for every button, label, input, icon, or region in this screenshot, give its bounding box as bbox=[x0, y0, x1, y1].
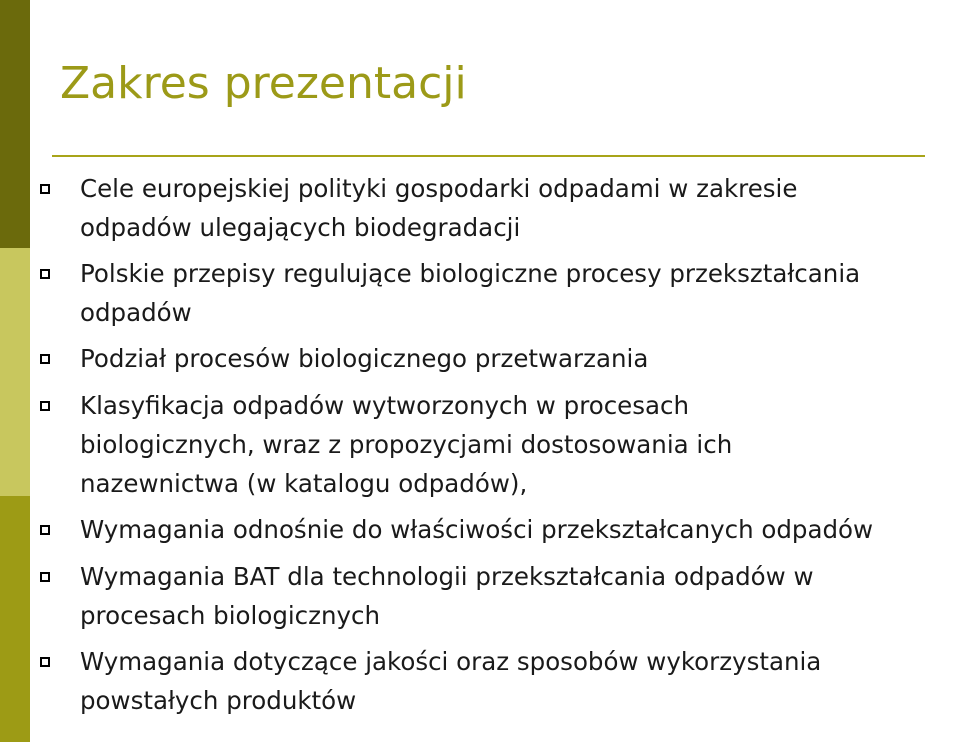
bullet-text-line: procesach biologicznych bbox=[80, 601, 381, 630]
slide-title: Zakres prezentacji bbox=[60, 58, 467, 109]
title-underline bbox=[52, 155, 925, 157]
side-bar-light-segment bbox=[0, 248, 30, 496]
bullet-text-line: nazewnictwa (w katalogu odpadów), bbox=[80, 469, 528, 498]
bullet-text-line: Polskie przepisy regulujące biologiczne procesy przekształcania bbox=[80, 259, 861, 288]
bullet-text-line: Klasyfikacja odpadów wytworzonych w procesach bbox=[80, 391, 690, 420]
hollow-square-bullet-icon bbox=[40, 657, 50, 667]
side-bar-dark-segment bbox=[0, 0, 30, 248]
hollow-square-bullet-icon bbox=[40, 525, 50, 535]
hollow-square-bullet-icon bbox=[40, 354, 50, 364]
hollow-square-bullet-icon bbox=[40, 269, 50, 279]
bullet-text-line: Cele europejskiej polityki gospodarki odpadami w zakresie bbox=[80, 174, 798, 203]
bullet-text-line: Wymagania BAT dla technologii przekształcania odpadów w bbox=[80, 562, 814, 591]
hollow-square-bullet-icon bbox=[40, 184, 50, 194]
bullet-text-line: Podział procesów biologicznego przetwarzania bbox=[80, 344, 649, 373]
bullet-text-line: odpadów ulegających biodegradacji bbox=[80, 213, 521, 242]
bullet-text-line: Wymagania dotyczące jakości oraz sposobów wykorzystania bbox=[80, 647, 822, 676]
bullet-text-line: odpadów bbox=[80, 298, 192, 327]
hollow-square-bullet-icon bbox=[40, 401, 50, 411]
hollow-square-bullet-icon bbox=[40, 572, 50, 582]
bullet-text bbox=[80, 642, 821, 720]
bullet-text bbox=[80, 254, 860, 332]
bullet-text bbox=[80, 510, 873, 549]
bullet-text-line: Wymagania odnośnie do właściwości przekształcanych odpadów bbox=[80, 515, 874, 544]
bullet-text bbox=[80, 339, 648, 378]
bullet-text-line: powstałych produktów bbox=[80, 686, 357, 715]
side-accent-bar bbox=[0, 0, 30, 742]
bullet-text-line: biologicznych, wraz z propozycjami dostosowania ich bbox=[80, 430, 733, 459]
bullet-text bbox=[80, 386, 732, 503]
side-bar-mid-segment bbox=[0, 496, 30, 742]
bullet-text bbox=[80, 169, 797, 247]
bullet-text bbox=[80, 557, 813, 635]
